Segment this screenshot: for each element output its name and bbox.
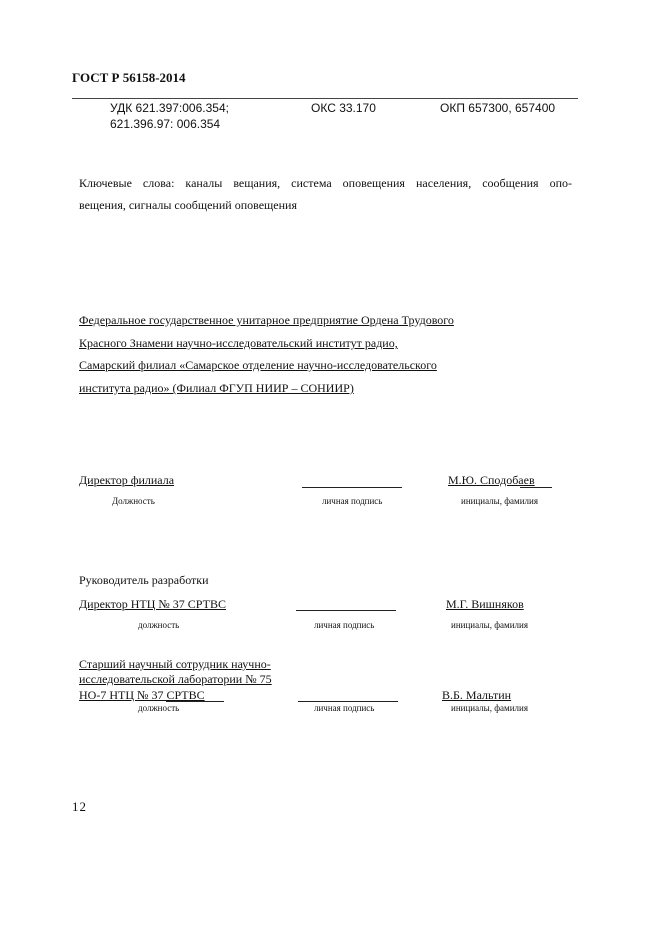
researcher-position-line1: Старший научный сотрудник научно- [79,657,271,671]
researcher-signature-line [298,701,398,702]
director-caption-position: Должность [112,496,155,506]
keywords-line2: вещения, сигналы сообщений оповещения [79,198,297,212]
director-caption-signature: личная подпись [322,496,383,506]
organization-line2: Красного Знамени научно-исследовательский институт радио, [79,336,398,350]
dev-head-name: М.Г. Вишняков [446,597,524,611]
director-position: Директор филиала [79,473,175,487]
researcher-position-line3: НО-7 НТЦ № 37 СРТВС [79,688,205,702]
organization-line3: Самарский филиал «Самарское отделение научно-исследовательского [79,358,437,372]
organization-line4: института радио» (Филиал ФГУП НИИР – СОНИИР) [79,381,354,395]
organization-line1: Федеральное государственное унитарное предприятие Ордена Трудового [79,313,454,327]
dev-head-position: Директор НТЦ № 37 СРТВС [79,597,226,611]
director-signature-line [302,487,402,488]
keywords-line1: Ключевые слова: каналы вещания, система оповещения населения, сообщения опо- [79,176,572,190]
researcher-position-line2: исследовательской лаборатории № 75 [79,672,272,686]
dev-head-signature-line [296,610,396,611]
researcher-position-underline [166,701,224,702]
dev-head-caption-name: инициалы, фамилия [451,620,528,630]
oks-code: ОКС 33.170 [311,101,376,115]
researcher-name: В.Б. Мальтин [442,688,512,702]
dev-head-caption-signature: личная подпись [314,620,375,630]
researcher-caption-position: должность [138,703,180,713]
director-caption-name: инициалы, фамилия [461,496,538,506]
director-name: М.Ю. Сподобаев [448,473,535,487]
standard-number: ГОСТ Р 56158-2014 [72,70,186,85]
udk-code-line1: УДК 621.397:006.354; [110,101,229,115]
okp-code: ОКП 657300, 657400 [440,101,556,115]
dev-head-caption-position: должность [138,620,180,630]
header-rule [72,98,578,99]
director-name-underline [520,487,552,488]
researcher-caption-signature: личная подпись [314,703,375,713]
dev-head-title: Руководитель разработки [79,573,209,587]
page-number: 12 [72,799,87,814]
udk-code-line2: 621.396.97: 006.354 [110,117,221,131]
researcher-caption-name: инициалы, фамилия [451,703,528,713]
